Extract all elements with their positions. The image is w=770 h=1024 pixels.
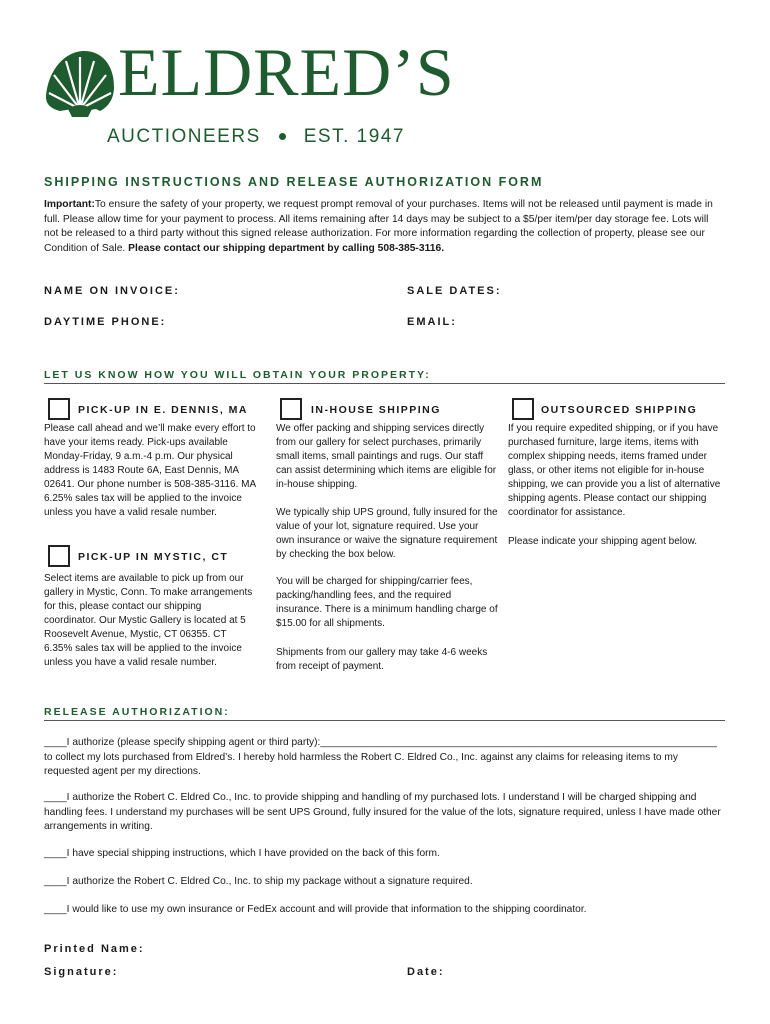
pickup-mystic-title: PICK-UP IN MYSTIC, CT: [78, 551, 229, 563]
signature-label: Signature:: [44, 966, 119, 978]
bullet-dot: [279, 133, 286, 140]
inhouse-text-3: You will be charged for shipping/carrier fees, packing/handling fees, and the required insurance. There is a minimum handling charge of $15.00 for all shipments.: [276, 576, 498, 629]
form-title: SHIPPING INSTRUCTIONS AND RELEASE AUTHORIZATION FORM: [44, 175, 544, 189]
inhouse-shipping-title: IN-HOUSE SHIPPING: [311, 404, 441, 416]
pickup-mystic-checkbox[interactable]: [48, 545, 70, 567]
daytime-phone-label: DAYTIME PHONE:: [44, 316, 167, 328]
section-divider: [44, 383, 725, 384]
release-item-own-insurance[interactable]: ____I would like to use my own insurance or FedEx account and will provide that information to the shipping coordinator.: [44, 904, 587, 915]
email-label: EMAIL:: [407, 316, 457, 328]
subtitle-established: EST. 1947: [303, 126, 405, 147]
intro-body: To ensure the safety of your property, we request prompt removal of your purchases. Items will not be released until payment is made in full. Please allow time for your payment to process. All items remaining after 14 days may be subject to a $5/per item/per day storage fee. Lots will not be released to a third party without this signed release authorization. For more information regarding the collection of property, please see our Condition of Sale.: [44, 199, 713, 254]
outsourced-text-1: If you require expedited shipping, or if you have purchased furniture, large items, items with complex shipping needs, items framed under glass, or other items not eligible for in-house shipping, we can provide you a list of alternative shipping agents. Please contact our shipping coordinator for assistance.: [508, 423, 721, 518]
shell-logo-icon: [44, 47, 116, 119]
printed-name-label: Printed Name:: [44, 943, 145, 955]
name-on-invoice-label: NAME ON INVOICE:: [44, 285, 180, 297]
outsourced-text-2: Please indicate your shipping agent below.: [508, 536, 698, 547]
inhouse-text-2: We typically ship UPS ground, fully insured for the value of your lot, signature required. Use your own insurance or waive the signature requirement by checking the box below.: [276, 507, 498, 560]
release-item-third-party[interactable]: ____I authorize (please specify shipping agent or third party):______________________________________________________________________ to collect my lots purchased from Eldred’s. I hereby hold harmless the Robert C. Eldred Co., Inc. against any claims for releasing items to my requested agent per my directions.: [44, 737, 717, 777]
date-label: Date:: [407, 966, 445, 978]
sale-dates-label: SALE DATES:: [407, 285, 502, 297]
inhouse-text-1: We offer packing and shipping services directly from our gallery for select purchases, primarily small items, small paintings and rugs. Our staff can assist determining which items are eligible for in-house shipping.: [276, 423, 497, 490]
release-authorization-heading: RELEASE AUTHORIZATION:: [44, 706, 230, 718]
outsourced-shipping-checkbox[interactable]: [512, 398, 534, 420]
brand-subtitle: [107, 126, 405, 148]
intro-paragraph: [44, 198, 724, 256]
intro-contact: Please contact our shipping department by calling 508-385-3116.: [128, 242, 445, 254]
pickup-mystic-text: Select items are available to pick up from our gallery in Mystic, Conn. To make arrangements for this, please contact our shipping coordinator. Our Mystic Gallery is located at 5 Roosevelt Avenue, Mystic, CT 06355. CT 6.35% sales tax will be applied to the invoice unless you have a valid resale number.: [44, 573, 253, 668]
inhouse-shipping-checkbox[interactable]: [280, 398, 302, 420]
inhouse-text-4: Shipments from our gallery may take 4-6 weeks from receipt of payment.: [276, 647, 488, 672]
release-divider: [44, 720, 725, 721]
brand-wordmark: ELDRED’S: [118, 34, 455, 110]
pickup-dennis-text: Please call ahead and we’ll make every effort to have your items ready. Pick-ups available Monday-Friday, 9 a.m.-4 p.m. Our physical address is 1483 Route 6A, East Dennis, MA 02641. Our phone number is 508-385-3116. MA 6.25% sales tax will be applied to the invoice unless you have a valid resale number.: [44, 423, 256, 518]
subtitle-auctioneers: AUCTIONEERS: [107, 126, 261, 147]
outsourced-shipping-title: OUTSOURCED SHIPPING: [541, 404, 698, 416]
release-item-eldreds-shipping[interactable]: ____I authorize the Robert C. Eldred Co., Inc. to provide shipping and handling of my purchased lots. I understand I will be charged shipping and handling fees. I understand my purchases will be sent UPS Ground, fully insured for the value of the lots, signature required, unless I have made other arrangements in writing.: [44, 792, 721, 832]
intro-lead: Important:: [44, 199, 95, 210]
obtain-property-heading: LET US KNOW HOW YOU WILL OBTAIN YOUR PROPERTY:: [44, 369, 431, 381]
release-item-special-instructions[interactable]: ____I have special shipping instructions, which I have provided on the back of this form.: [44, 848, 440, 859]
pickup-dennis-title: PICK-UP IN E. DENNIS, MA: [78, 404, 248, 416]
release-item-no-signature[interactable]: ____I authorize the Robert C. Eldred Co., Inc. to ship my package without a signature required.: [44, 876, 473, 887]
pickup-dennis-checkbox[interactable]: [48, 398, 70, 420]
